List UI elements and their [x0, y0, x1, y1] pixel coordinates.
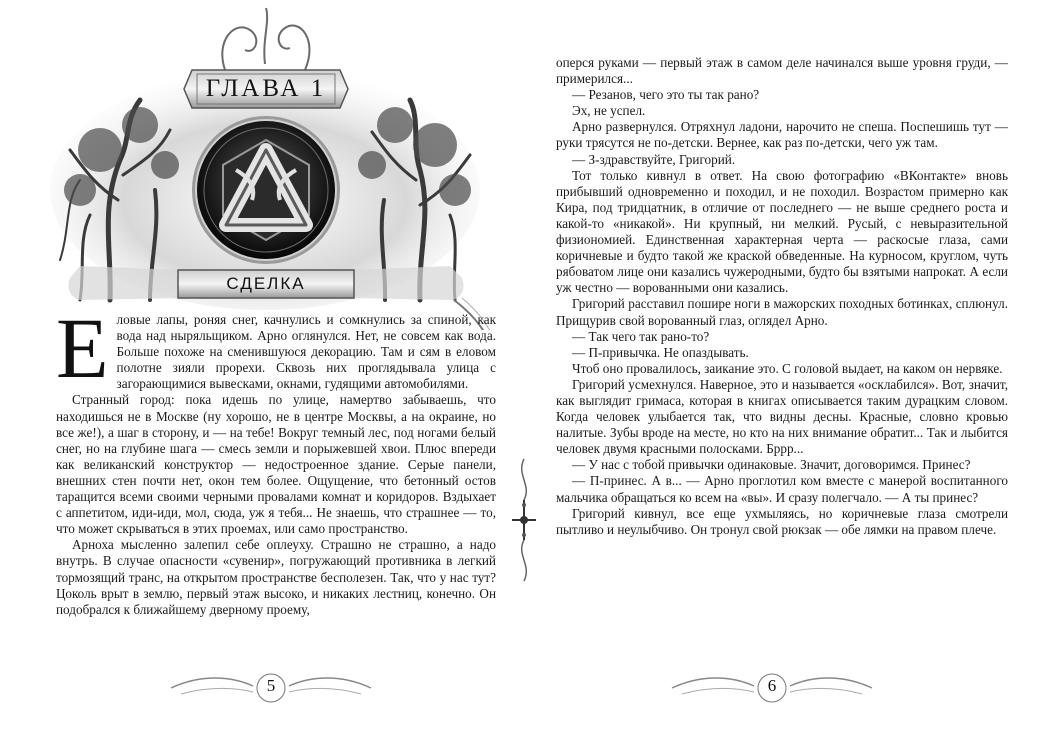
- paragraph: — З-здравствуйте, Григорий.: [572, 151, 736, 167]
- paragraph: — П-принес. А в... — Арно проглотил ком вместе с манерой воспитанного мальчика обращаться ко всем на «вы». И сразу полегчало. — А ты принес?: [556, 473, 1008, 505]
- left-page-text: [56, 300, 496, 618]
- paragraph: [56, 300, 496, 396]
- paragraph: Арно развернулся. Отряхнул ладони, нарочито не спеша. Поспешишь тут — руки трясутся не по-детски. Вернее, как раз по-детски, чего уж там.: [556, 119, 1008, 151]
- page-folio-right: [662, 664, 882, 708]
- paragraph: Тот только кивнул в ответ. На свою фотографию «ВКонтакте» вновь прибывший одновременно и походил, и не походил. Возрастом примерно как Кира, под тридцатник, в отличие от последнего — не выше среднего роста и какой-то «никакой». Ни крупный, ни мелкий. Русый, с невыразительной физиономией. Единственная характерная черта — раскосые глаза, сами коричневые и будто такой же краской обведенные. На курносом, круглом, чуть рябоватом лице они казались чужеродными, будто бы взятыми напрокат. А если уж честно — ворованными они казались.: [556, 167, 1008, 296]
- paragraph: Арноха мысленно залепил себе оплеуху. Страшно не страшно, а надо внутрь. В случае опасности «сувенир», погружающий противника в легкий тормозящий транс, на открытом пространстве бесполезен. Так, что у нас тут? Цоколь врыт в землю, первый этаж высоко, и никаких лестниц, конечно. Он подобрался к ближайшему дверному проему,: [56, 537, 496, 617]
- paragraph: Чтоб оно провалилось, заикание это. С головой выдает, на каком он нервяке.: [572, 360, 1003, 376]
- paragraph: Григорий расставил пошире ноги в мажорских походных ботинках, сплюнул. Прищурив свой ворованный глаз, оглядел Арно.: [556, 296, 1008, 328]
- paragraph: — П-привычка. Не опаздывать.: [572, 344, 749, 360]
- chapter-label: ГЛАВА 1: [205, 75, 327, 102]
- gutter-cross-ornament-icon: [502, 455, 546, 585]
- paragraph: — Резанов, чего это ты так рано?: [572, 87, 760, 103]
- paragraph: Григорий усмехнулся. Наверное, это и называется «осклабился». Вот, значит, как выглядит гримаса, которая в книгах описывается таким дурацким словом. Когда человек улыбается так, что видны десны. Красные, словно кровью налитые. Зубы вроде на месте, но кто на них внимание обратит... Так и лыбится человек двумя красными полосками. Бррр...: [556, 376, 1008, 457]
- chapter-illustration: [0, 0, 520, 330]
- paragraph: — Так чего так рано-то?: [572, 328, 710, 344]
- paragraph: — У нас с тобой привычки одинаковые. Значит, договоримся. Принес?: [572, 457, 971, 473]
- paragraph: оперся руками — первый этаж в самом деле начинался выше уровня груди, — примерился...: [556, 55, 1008, 87]
- paragraph-text: ловые лапы, роняя снег, качнулись и сомкнулись за спиной, как вода над ныряльщиком. Арно оглянулся. Нет, не совсем как вода. Больше похоже на сменившуюся декорацию. Там и сям в еловом полотне зияли прорехи. Сквозь них проглядывала улица с загорающимися вывесками, окнами, гудящими автомобилями.: [116, 312, 496, 392]
- right-page-text: [556, 55, 1008, 538]
- drop-cap: Е: [56, 300, 109, 396]
- page-folio-left: [161, 664, 381, 708]
- page-number-right: 6: [767, 676, 777, 695]
- section-title: СДЕЛКА: [226, 274, 306, 293]
- page-number-left: 5: [266, 676, 276, 695]
- paragraph: Эх, не успел.: [572, 103, 646, 119]
- paragraph: Странный город: пока идешь по улице, намертво забываешь, что находишься не в Москве (ну хорошо, не в центре Москвы, а на окраине, но все же!), а шаг в сторону, и — на тебе! Вокруг темный лес, под ногами белый снег, но на глубине шага — смесь земли и порыжевшей хвои. Плюс впереди как великанский конструктор — недостроенное здание. Серые панели, внешних стен почти нет, окон тем более. Ощущение, что бетонный остов таращится всеми своими черными провалами комнат и коридоров. Вздыхает с аппетитом, иди-иди, мол, сюда, уж я тебя... Не знаешь, что страшнее — то, что может скрываться в этих проемах, или само пространство.: [56, 392, 496, 537]
- paragraph: Григорий кивнул, все еще ухмыляясь, но коричневые глаза смотрели пытливо и неулыбчиво. Он тронул свой рюкзак — обе лямки на правом плече.: [556, 505, 1008, 537]
